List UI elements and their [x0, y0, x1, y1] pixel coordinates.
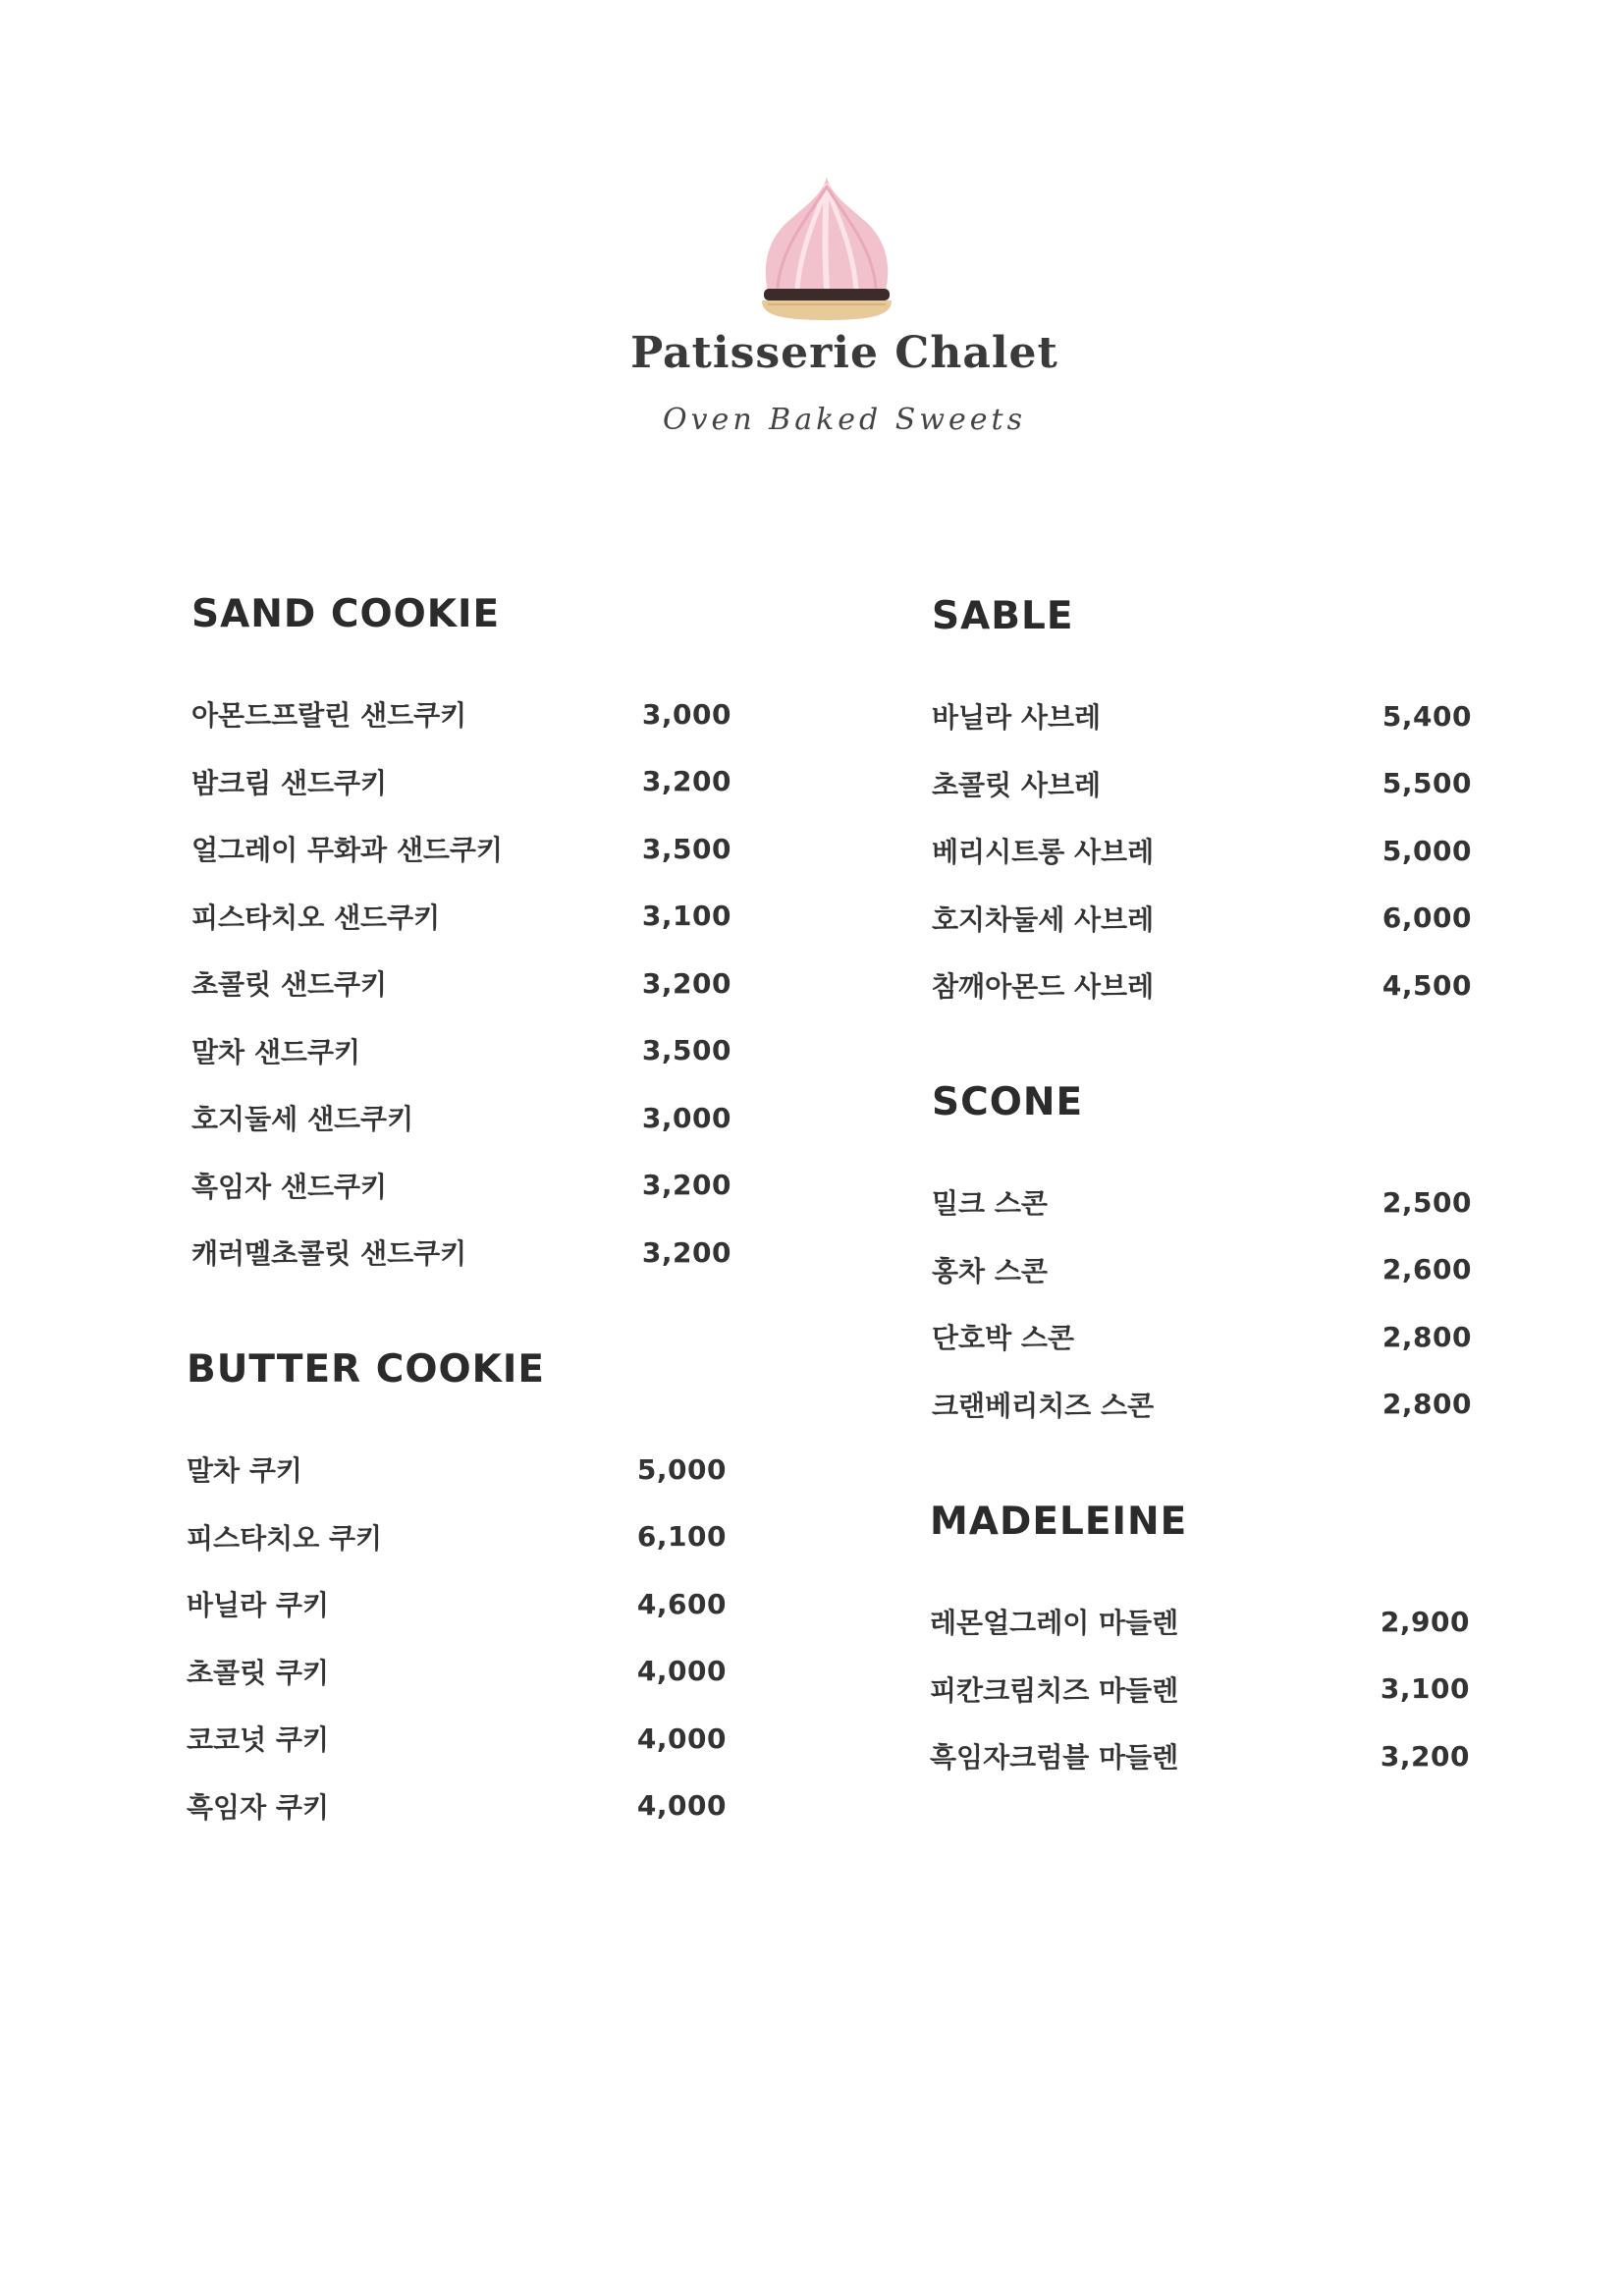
- brand-name: Patisserie Chalet: [630, 328, 1058, 378]
- menu-item: [932, 1236, 1472, 1304]
- item-name: 레몬얼그레이 마들렌: [930, 1607, 1179, 1640]
- item-name: 캐러멜초콜릿 샌드쿠키: [191, 1237, 467, 1271]
- menu-item: [187, 1503, 727, 1571]
- item-price: 4,600: [636, 1587, 727, 1620]
- menu-item: [191, 1017, 731, 1085]
- item-name: 초콜릿 샌드쿠키: [191, 968, 388, 1002]
- item-name: 흑임자 쿠키: [187, 1790, 329, 1824]
- section-sable: [932, 594, 1472, 1019]
- item-name: 베리시트롱 사브레: [932, 836, 1155, 869]
- menu-item: [191, 681, 731, 748]
- menu-item: [930, 1656, 1470, 1723]
- item-name: 바닐라 쿠키: [187, 1589, 329, 1622]
- item-name: 호지둘세 샌드쿠키: [191, 1103, 414, 1136]
- item-price: 2,600: [1381, 1253, 1472, 1286]
- item-name: 피칸크림치즈 마들렌: [930, 1673, 1179, 1707]
- item-name: 참깨아몬드 사브레: [932, 970, 1155, 1004]
- menu-item: [932, 1169, 1472, 1236]
- item-name: 말차 샌드쿠키: [191, 1035, 361, 1068]
- item-name: 초콜릿 쿠키: [187, 1656, 329, 1689]
- item-price: 3,500: [641, 1034, 731, 1067]
- item-name: 바닐라 사브레: [932, 701, 1102, 735]
- item-price: 5,400: [1381, 699, 1472, 733]
- item-name: 크랜베리치즈 스콘: [932, 1389, 1155, 1422]
- item-name: 코코넛 쿠키: [187, 1723, 329, 1757]
- item-price: 3,200: [641, 966, 731, 1000]
- section-title: MADELEINE: [930, 1500, 1188, 1544]
- menu-item: [191, 1152, 731, 1220]
- menu-item: [191, 748, 731, 816]
- item-price: 2,800: [1381, 1320, 1472, 1353]
- menu-item: [932, 750, 1472, 818]
- menu-item: [191, 815, 731, 883]
- item-name: 흑임자크럼블 마들렌: [930, 1741, 1179, 1775]
- menu-item: [191, 1084, 731, 1152]
- item-name: 피스타치오 쿠키: [187, 1521, 383, 1555]
- menu-item: [191, 1219, 731, 1286]
- item-price: 3,200: [1380, 1739, 1470, 1773]
- section-title: SCONE: [932, 1080, 1084, 1124]
- section-title: SAND COOKIE: [191, 592, 501, 636]
- item-name: 아몬드프랄린 샌드쿠키: [191, 699, 467, 733]
- item-price: 3,100: [1380, 1672, 1470, 1706]
- item-name: 단호박 스콘: [932, 1322, 1074, 1355]
- menu-item: [932, 1303, 1472, 1371]
- item-price: 3,000: [641, 1101, 731, 1134]
- menu-item: [187, 1773, 727, 1840]
- menu-item: [932, 885, 1472, 953]
- item-price: 5,500: [1381, 767, 1472, 800]
- item-name: 밤크림 샌드쿠키: [191, 766, 388, 799]
- section-scone: [932, 1080, 1472, 1438]
- menu-item: [932, 1371, 1472, 1439]
- item-price: 2,800: [1381, 1388, 1472, 1421]
- item-name: 초콜릿 사브레: [932, 768, 1102, 801]
- item-name: 흑임자 샌드쿠키: [191, 1170, 388, 1203]
- section-title: BUTTER COOKIE: [187, 1347, 546, 1392]
- menu-item: [932, 683, 1472, 750]
- item-price: 4,000: [636, 1655, 727, 1688]
- section-butter-cookie: [187, 1347, 727, 1839]
- item-price: 4,000: [636, 1789, 727, 1823]
- item-price: 4,000: [636, 1722, 727, 1755]
- item-price: 4,500: [1381, 968, 1472, 1002]
- menu-item: [932, 817, 1472, 885]
- item-name: 밀크 스콘: [932, 1187, 1048, 1221]
- item-name: 얼그레이 무화과 샌드쿠키: [191, 834, 504, 867]
- item-price: 6,100: [636, 1520, 727, 1554]
- item-price: 3,100: [641, 900, 731, 933]
- item-name: 피스타치오 샌드쿠키: [191, 901, 441, 934]
- brand-tagline: Oven Baked Sweets: [663, 403, 1026, 437]
- item-price: 2,900: [1380, 1605, 1470, 1638]
- item-price: 2,500: [1381, 1185, 1472, 1219]
- section-sand-cookie: [191, 592, 731, 1286]
- menu-item: [187, 1705, 727, 1773]
- item-price: 3,200: [641, 1169, 731, 1202]
- meringue-tart-icon: [758, 175, 895, 324]
- menu-item: [187, 1570, 727, 1638]
- item-price: 3,200: [641, 1235, 731, 1269]
- menu-item: [930, 1588, 1470, 1656]
- item-name: 호지차둘세 사브레: [932, 902, 1155, 936]
- menu-item: [191, 883, 731, 951]
- item-price: 3,500: [641, 832, 731, 865]
- item-price: 5,000: [1381, 834, 1472, 867]
- section-madeleine: [930, 1500, 1470, 1790]
- item-price: 6,000: [1381, 902, 1472, 935]
- item-name: 홍차 스콘: [932, 1254, 1048, 1287]
- menu-item: [187, 1436, 727, 1503]
- section-title: SABLE: [932, 594, 1074, 638]
- menu-item: [191, 950, 731, 1017]
- menu-item: [930, 1722, 1470, 1790]
- item-price: 3,200: [641, 765, 731, 798]
- item-name: 말차 쿠키: [187, 1454, 302, 1488]
- item-price: 5,000: [636, 1452, 727, 1486]
- menu-item: [932, 952, 1472, 1019]
- menu-item: [187, 1638, 727, 1706]
- item-price: 3,000: [641, 697, 731, 731]
